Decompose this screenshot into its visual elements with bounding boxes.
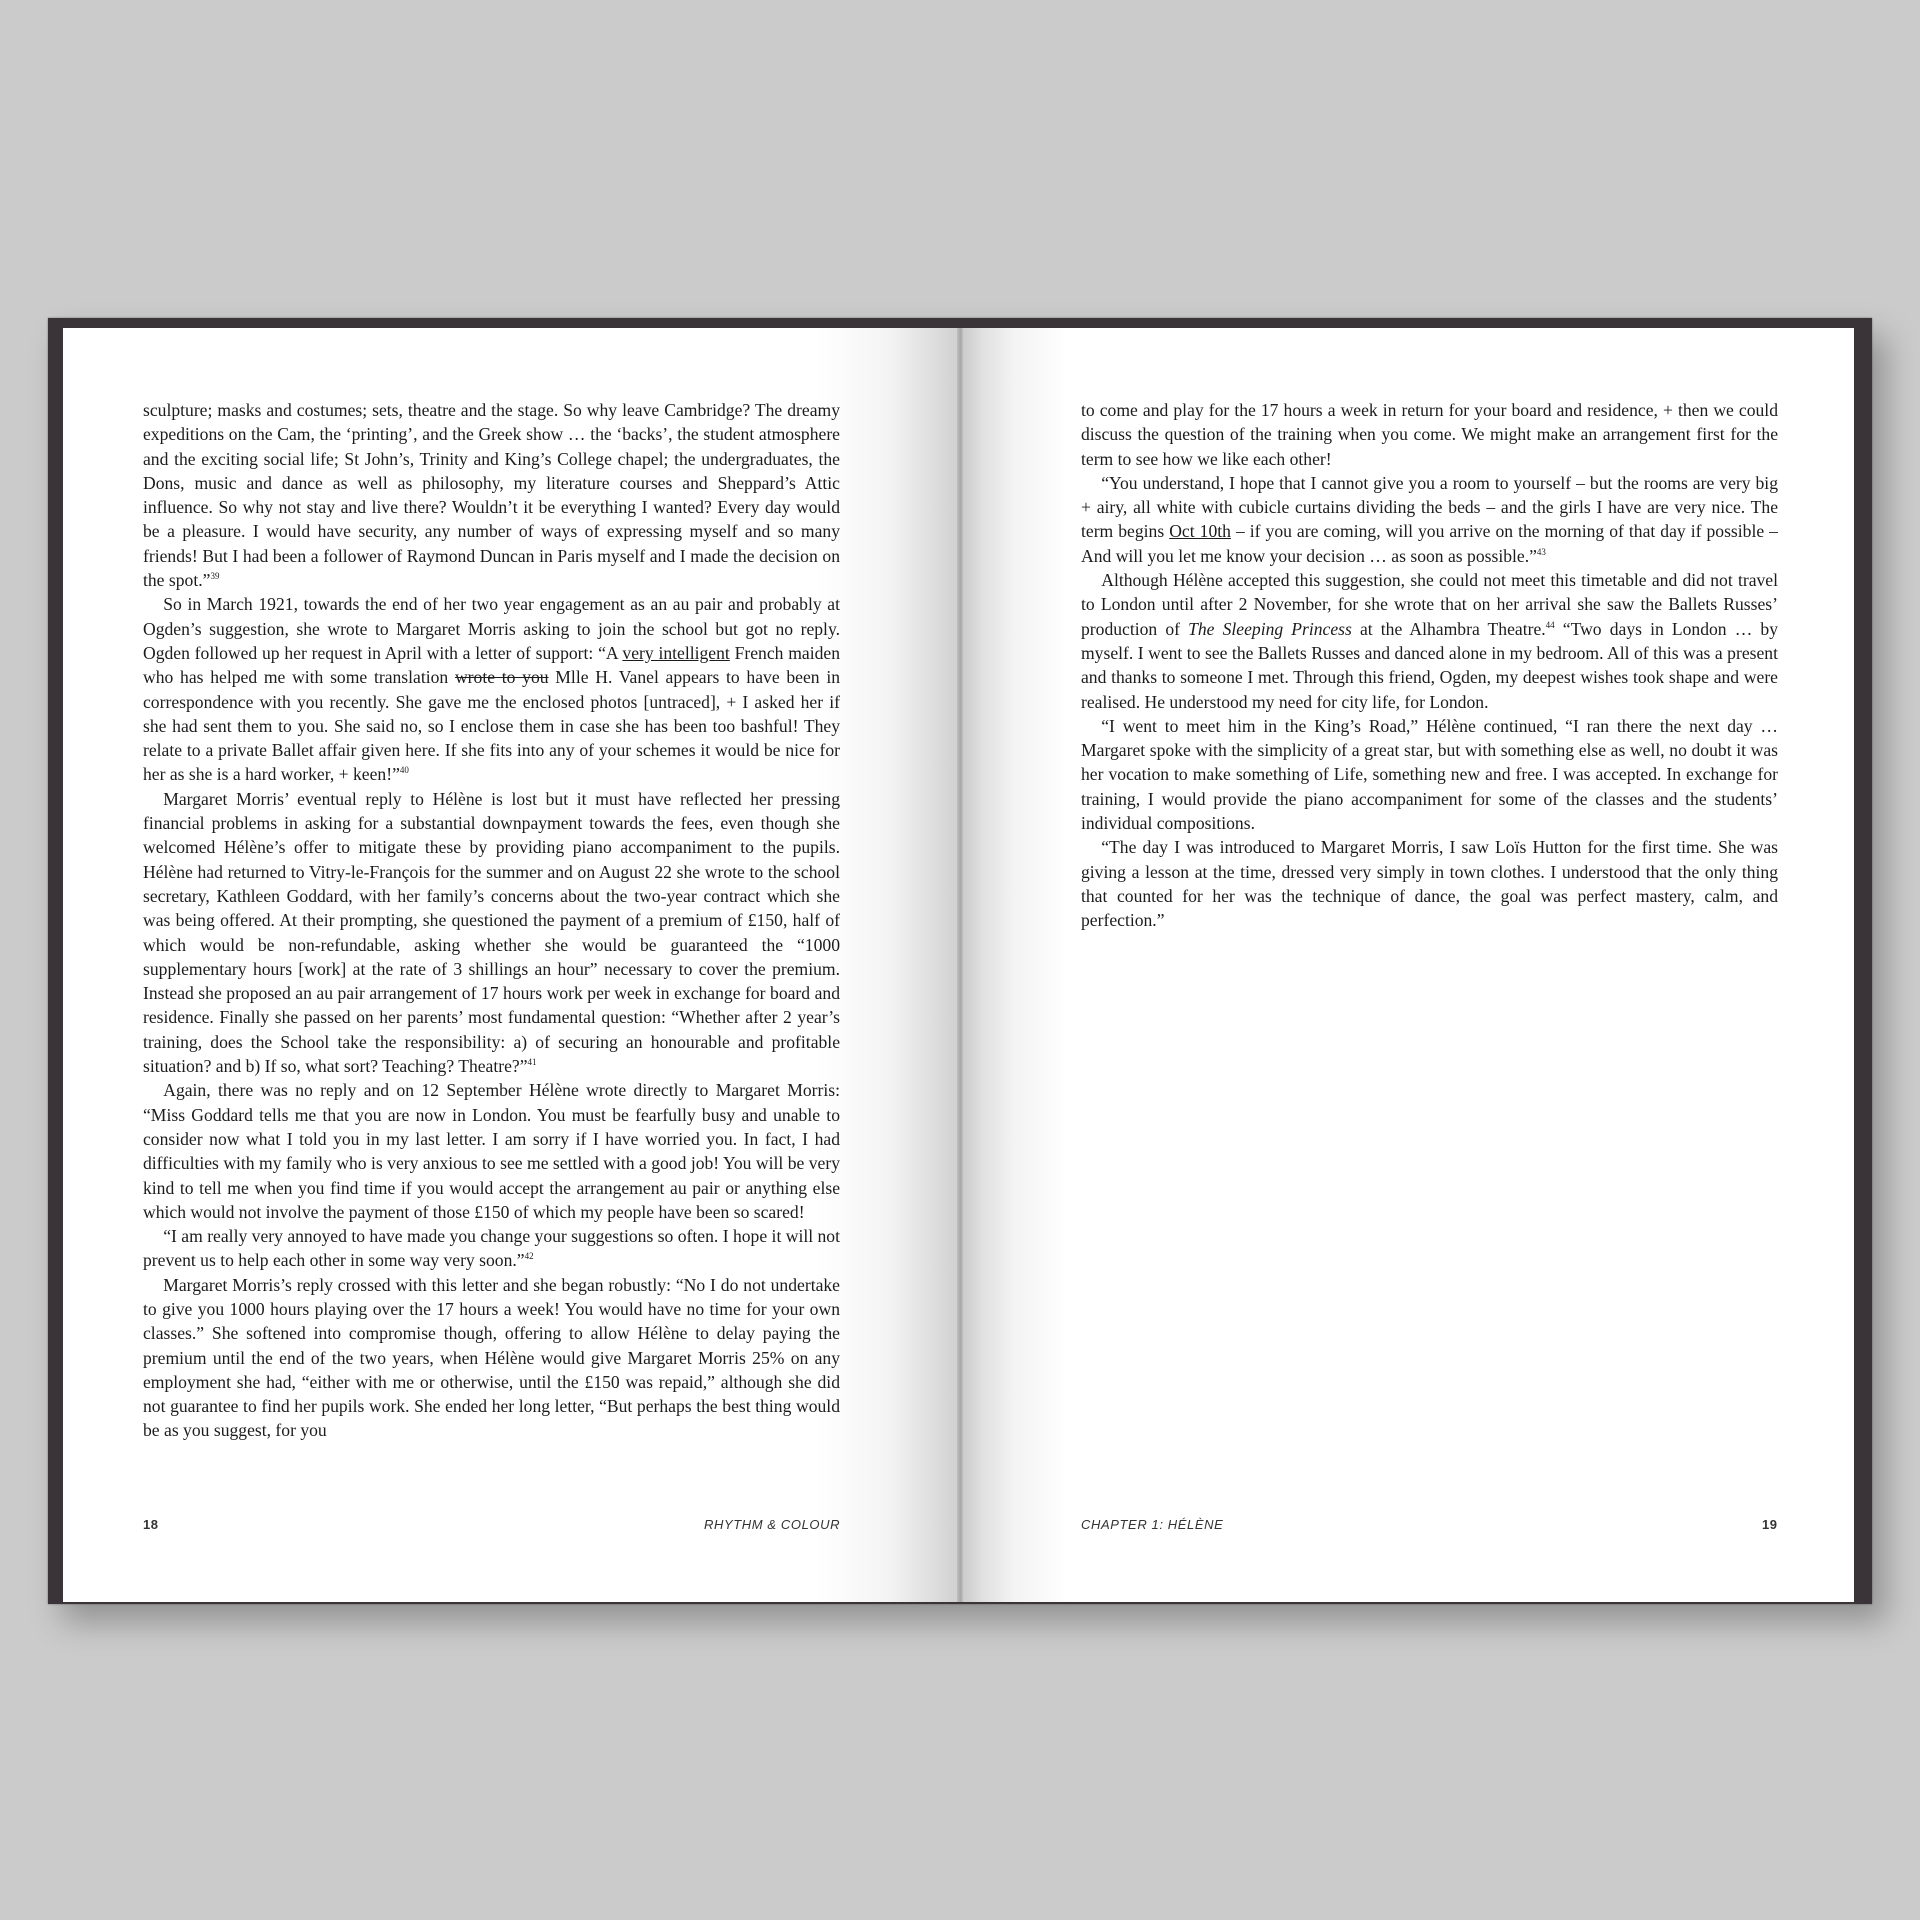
- right-page: [960, 328, 1854, 1602]
- footnote-ref: 40: [399, 765, 409, 776]
- paragraph: “You understand, I hope that I cannot give you a room to yourself – but the rooms are very big + airy, all white with cubicle curtains dividing the beds – and the girls I have are very nice. The term begins Oct 10th – if you are coming, will you arrive on the morning of that day if possible – And will you let me know your decision … as soon as possible.”$^{43}$: [1081, 472, 1778, 566]
- page-number: 18: [143, 1517, 159, 1532]
- footnote-ref: 44: [1545, 619, 1555, 630]
- page-number: 19: [1762, 1517, 1778, 1532]
- paragraph: So in March 1921, towards the end of her two year engagement as an au pair and probably at Ogden’s suggestion, she wrote to Margaret Morris asking to join the school but got no reply. Ogden followed up her request in April with a letter of support: “A very intelligent French maiden who has helped me with some translation wrote to you Mlle H. Vanel appears to have been in correspondence with you recently. She gave me the enclosed photos [untraced], + I asked her if she had sent them to you. She said no, so I enclose them in case she has been too bashful! They relate to a private Ballet affair given here. If she fits into any of your schemes it would be nice for her as she is a hard worker, + keen!”$^{40}$: [143, 594, 841, 785]
- book-gutter: [957, 328, 963, 1602]
- paragraph: “I went to meet him in the King’s Road,” Hélène continued, “I ran there the next day … Margaret spoke with the simplicity of a great star, but with something else as well, no doubt it was her vocation to make something of Life, something new and free. I was accepted. In exchange for training, I would provide the piano accompaniment for some of the classes and the students’ individual compositions.: [1081, 715, 1778, 834]
- paragraph: “I am really very annoyed to have made you change your suggestions so often. I hope it will not prevent us to help each other in some way very soon.”$^{42}$: [143, 1226, 840, 1271]
- paragraph: Although Hélène accepted this suggestion, she could not meet this timetable and did not travel to London until after 2 November, for she wrote that on her arrival she saw the Ballets Russes’ production of The Sleeping Princess at the Alhambra Theatre.$^{44}$ “Two days in London … by myself. I went to see the Ballets Russes and danced alone in my bedroom. All of this was a present and thanks to someone I met. Through this friend, Ogden, my deepest wishes took shape and were realised. He understood my need for city life, for London.: [1081, 570, 1778, 712]
- footnote-ref: 41: [527, 1057, 537, 1068]
- struck-text: wrote to you: [454, 667, 549, 688]
- paragraph: sculpture; masks and costumes; sets, theatre and the stage. So why leave Cambridge? The dreamy expeditions on the Cam, the ‘printing’, and the Greek show … the ‘backs’, the student atmosphere and the exciting social life; St John’s, Trinity and King’s College chapel; the undergraduates, the Dons, music and dance as well as philosophy, my literature courses and Sheppard’s Attic influence. So why not stay and live there? Wouldn’t it be everything I wanted? Every day would be a pleasure. I would have security, any number of ways of expressing myself and so many friends! But I had been a follower of Raymond Duncan in Paris myself and I made the decision on the spot.”$^{39}$: [143, 400, 840, 591]
- paragraph: to come and play for the 17 hours a week in return for your board and residence, + then we could discuss the question of the training when you come. We might make an arrangement first for the term to see how we like each other!: [1081, 400, 1778, 469]
- underlined-text: very intelligent: [622, 642, 730, 663]
- left-page: [63, 328, 960, 1602]
- paragraph: “The day I was introduced to Margaret Morris, I saw Loïs Hutton for the first time. She was giving a lesson at the time, dressed very simply in town clothes. I understood that the only thing that counted for her was the technique of dance, the goal was perfect mastery, calm, and perfection.”: [1081, 837, 1778, 931]
- footnote-ref: 39: [210, 571, 220, 582]
- paragraph: Margaret Morris’ eventual reply to Hélène is lost but it must have reflected her pressing financial problems in asking for a substantial downpayment towards the fees, even though she welcomed Hélène’s offer to mitigate these by providing piano accompaniment to the pupils. Hélène had returned to Vitry-le-François for the summer and on August 22 she wrote to the school secretary, Kathleen Goddard, with her family’s concerns about the two-year contract which she was being offered. At their prompting, she questioned the payment of a premium of £150, half of which would be non-refundable, asking whether she would be guaranteed the “1000 supplementary hours [work] at the rate of 3 shillings an hour” necessary to cover the premium. Instead she proposed an au pair arrangement of 17 hours work per week in exchange for board and residence. Finally she passed on her parents’ most fundamental question: “Whether after 2 year’s training, does the School take the responsibility: a) of securing an honourable and profitable situation? and b) If so, what sort? Teaching? Theatre?”$^{41}$: [143, 788, 840, 1077]
- running-head: RHYTHM & COLOUR: [704, 1517, 841, 1532]
- right-page-body: [1081, 398, 1778, 933]
- running-head: CHAPTER 1: HÉLÈNE: [1081, 1517, 1224, 1532]
- underlined-text: Oct 10th: [1169, 521, 1231, 542]
- paragraph: Again, there was no reply and on 12 September Hélène wrote directly to Margaret Morris: “Miss Goddard tells me that you are now in London. You must be fearfully busy and unable to consider now what I told you in my last letter. I am sorry if I have worried you. In fact, I had difficulties with my family who is very anxious to see me settled with a good job! You will be very kind to tell me when you find time if you would accept the arrangement au pair or anything else which would not involve the payment of those £150 of which my people have been so scared!: [143, 1080, 840, 1222]
- paragraph: Margaret Morris’s reply crossed with this letter and she began robustly: “No I do not undertake to give you 1000 hours playing over the 17 hours a week! You would have no time for your own classes.” She softened into compromise though, offering to allow Hélène to delay paying the premium until the end of the two years, when Hélène would give Margaret Morris 25% on any employment she had, “either with me or otherwise, until the £150 was repaid,” although she did not guarantee to find her pupils work. She ended her long letter, “But perhaps the best thing would be as you suggest, for you: [143, 1274, 840, 1441]
- footnote-ref: 42: [524, 1251, 534, 1262]
- footnote-ref: 43: [1536, 546, 1546, 557]
- left-page-body: [143, 398, 840, 1443]
- italic-title: The Sleeping Princess: [1188, 618, 1352, 639]
